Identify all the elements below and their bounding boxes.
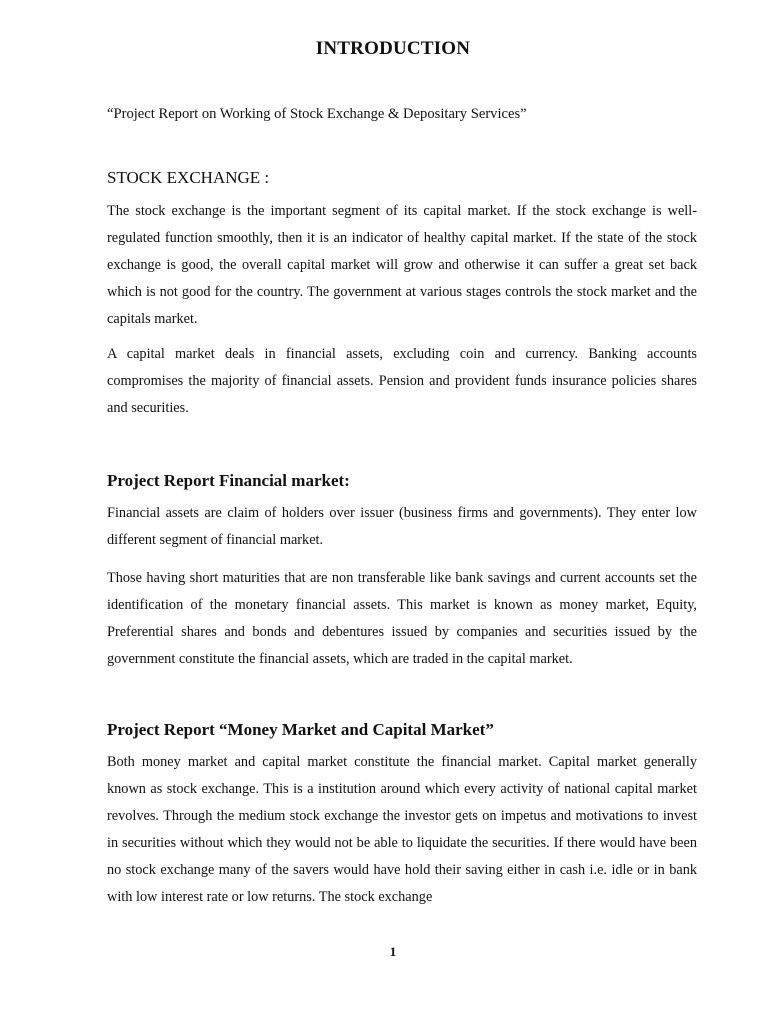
section-heading-money-capital-market: Project Report “Money Market and Capital Market” <box>107 720 494 739</box>
page-number: 1 <box>389 944 397 959</box>
paragraph: A capital market deals in financial assets, excluding coin and currency. Banking accounts compromises the majority of financial assets. Pension and provident funds insurance policies shares and securities. <box>107 346 697 416</box>
paragraph: Financial assets are claim of holders over issuer (business firms and governments). They enter low different segment of financial market. <box>107 505 697 548</box>
document-subtitle: “Project Report on Working of Stock Exchange & Depositary Services” <box>107 106 527 122</box>
paragraph: Both money market and capital market constitute the financial market. Capital market generally known as stock exchange. This is a institution around which every activity of national capital market revolves. Through the medium stock exchange the investor gets on impetus and motivations to invest in securities without which they would not be able to liquidate the securities. If there would have been no stock exchange many of the savers would have hold their saving either in cash i.e. idle or in bank with low interest rate or low returns. The stock exchange <box>107 754 697 905</box>
paragraph: Those having short maturities that are non transferable like bank savings and current accounts set the identification of the monetary financial assets. This market is known as money market, Equity, Preferential shares and bonds and debentures issued by companies and securities issued by the government constitute the financial assets, which are traded in the capital market. <box>107 570 697 667</box>
page-title: INTRODUCTION <box>315 38 471 59</box>
section-heading-financial-market: Project Report Financial market: <box>107 471 350 490</box>
section-heading-stock-exchange: STOCK EXCHANGE : <box>107 168 270 187</box>
paragraph: The stock exchange is the important segment of its capital market. If the stock exchange is well-regulated function smoothly, then it is an indicator of healthy capital market. If the state of the stock exchange is good, the overall capital market will grow and otherwise it can suffer a great set back which is not good for the country. The government at various stages controls the stock market and the capitals market. <box>107 203 697 327</box>
